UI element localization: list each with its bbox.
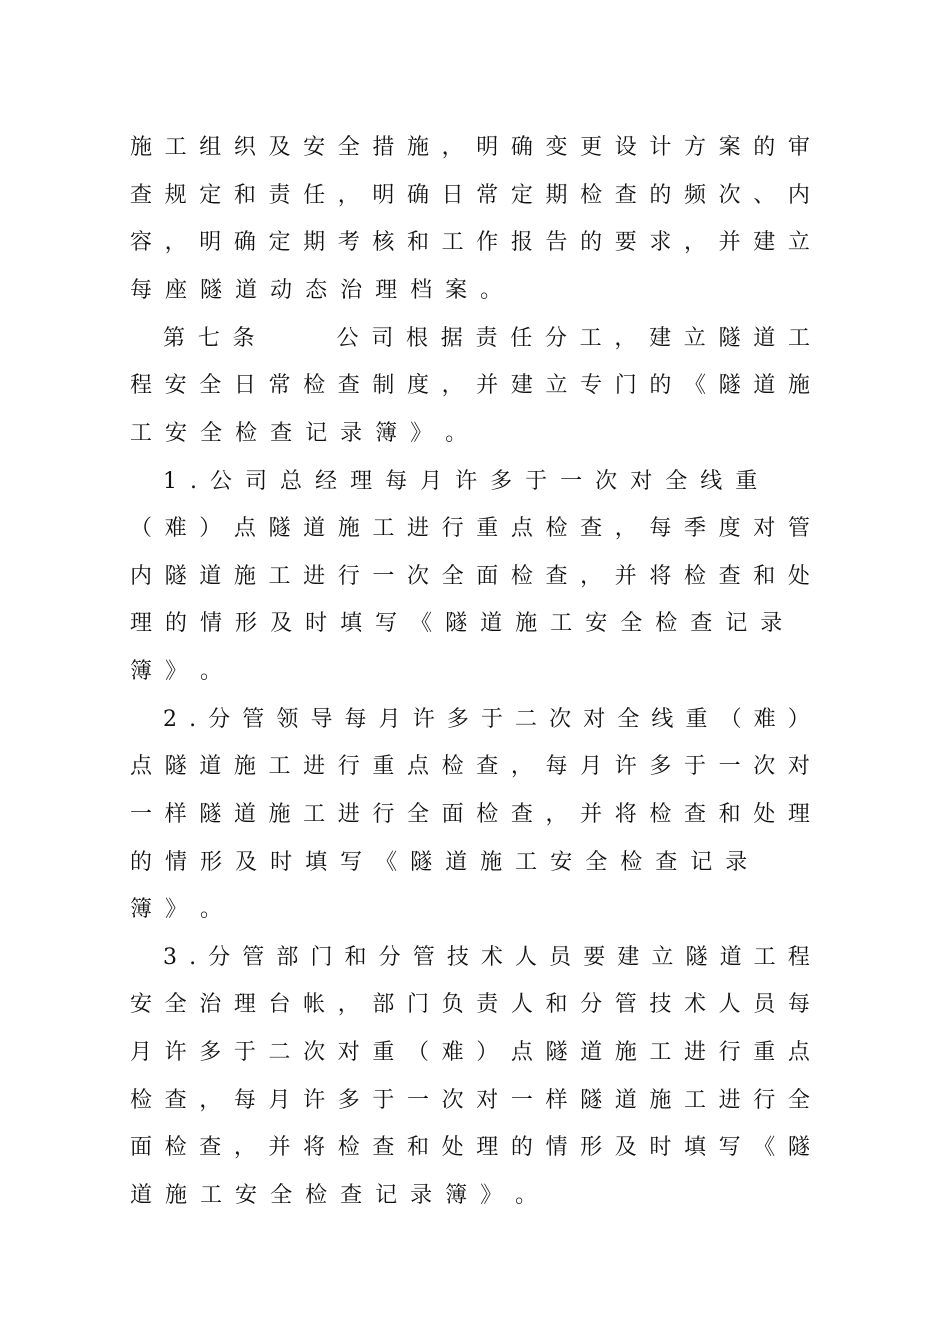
text-line: 安 全 治 理 台 帐 ， 部 门 负 责 人 和 分 管 技 术 人 员 每 bbox=[130, 992, 810, 1017]
text-line: 一 样 隧 道 施 工 进 行 全 面 检 查 ， 并 将 检 查 和 处 理 bbox=[130, 802, 810, 827]
text-line: 的 情 形 及 时 填 写 《 隧 道 施 工 安 全 检 查 记 录 bbox=[130, 850, 748, 875]
text-line: 每 座 隧 道 动 态 治 理 档 案 。 bbox=[130, 278, 503, 303]
text-line: 工 安 全 检 查 记 录 簿 》 。 bbox=[130, 421, 468, 446]
text-line: （ 难 ） 点 隧 道 施 工 进 行 重 点 检 查 ， 每 季 度 对 管 bbox=[130, 516, 810, 541]
text-line: 点 隧 道 施 工 进 行 重 点 检 查 ， 每 月 许 多 于 一 次 对 bbox=[130, 754, 810, 779]
text-line: 施 工 组 织 及 安 全 措 施 ， 明 确 变 更 设 计 方 案 的 审 bbox=[130, 135, 810, 160]
text-line: 簿 》 。 bbox=[130, 659, 223, 684]
text-line: 检 查 ， 每 月 许 多 于 一 次 对 一 样 隧 道 施 工 进 行 全 bbox=[130, 1088, 810, 1113]
text-line: 内 隧 道 施 工 进 行 一 次 全 面 检 查 ， 并 将 检 查 和 处 bbox=[130, 564, 810, 589]
list-item-1-line: 1 . 公 司 总 经 理 每 月 许 多 于 一 次 对 全 线 重 bbox=[163, 469, 758, 494]
text-line: 查 规 定 和 责 任 ， 明 确 日 常 定 期 检 查 的 频 次 、 内 bbox=[130, 183, 810, 208]
text-line: 容 ， 明 确 定 期 考 核 和 工 作 报 告 的 要 求 ， 并 建 立 bbox=[130, 230, 810, 255]
text-line: 簿 》 。 bbox=[130, 897, 223, 922]
list-item-2-line: 2 . 分 管 领 导 每 月 许 多 于 二 次 对 全 线 重 （ 难 ） bbox=[163, 707, 810, 732]
text-line: 月 许 多 于 二 次 对 重 （ 难 ） 点 隧 道 施 工 进 行 重 点 bbox=[130, 1040, 810, 1065]
text-line: 理 的 情 形 及 时 填 写 《 隧 道 施 工 安 全 检 查 记 录 bbox=[130, 611, 783, 636]
list-item-3-line: 3 . 分 管 部 门 和 分 管 技 术 人 员 要 建 立 隧 道 工 程 bbox=[163, 945, 810, 970]
text-line: 程 安 全 日 常 检 查 制 度 ， 并 建 立 专 门 的 《 隧 道 施 bbox=[130, 373, 810, 398]
text-line: 道 施 工 安 全 检 查 记 录 簿 》 。 bbox=[130, 1183, 538, 1208]
article-heading-line: 第 七 条 公 司 根 据 责 任 分 工 ， 建 立 隧 道 工 bbox=[163, 326, 810, 351]
text-line: 面 检 查 ， 并 将 检 查 和 处 理 的 情 形 及 时 填 写 《 隧 bbox=[130, 1135, 810, 1160]
